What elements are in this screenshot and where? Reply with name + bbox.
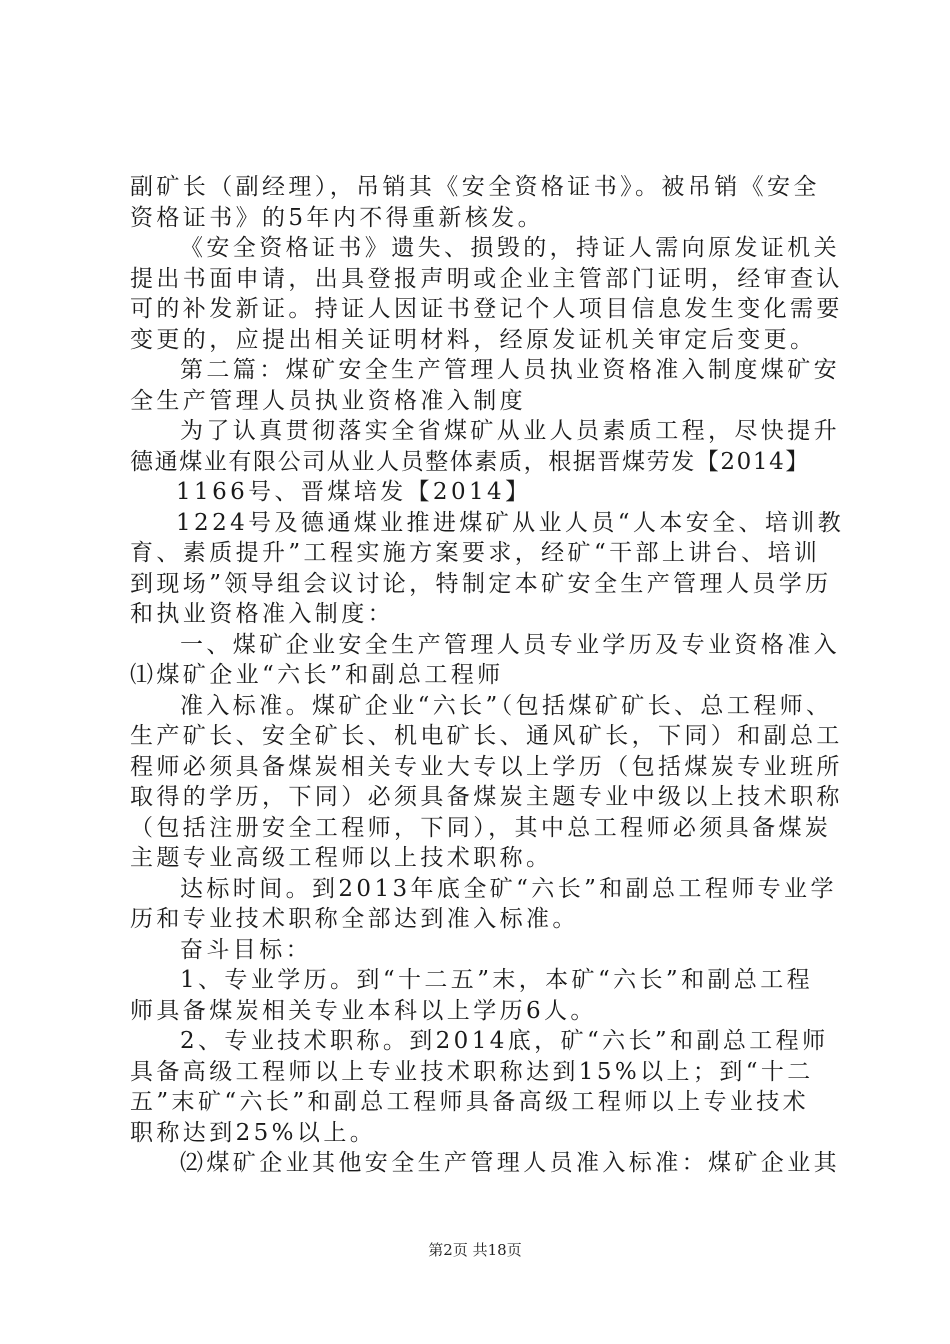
text-line: 职称达到25%以上。 xyxy=(130,1119,377,1146)
list-item: 1、专业学历。到“十二五”末，本矿“六长”和副总工程 xyxy=(180,967,814,993)
text-line: 德通煤业有限公司从业人员整体素质，根据晋煤劳发【2014】 xyxy=(130,448,810,475)
text-line: 到现场”领导组会议讨论，特制定本矿安全生产管理人员学历 xyxy=(130,570,832,597)
text-line: 生产矿长、安全矿长、机电矿长、通风矿长，下同）和副总工 xyxy=(130,723,843,749)
paragraph-start: 奋斗目标： xyxy=(180,936,312,963)
paragraph-start: 《安全资格证书》遗失、损毁的，持证人需向原发证机关 xyxy=(180,235,840,261)
text-line: 程师必须具备煤炭相关专业大专以上学历（包括煤炭专业班所 xyxy=(130,753,843,780)
text-line: 提出书面申请，出具登报声明或企业主管部门证明，经审查认 xyxy=(130,265,843,292)
text-line: 副矿长（副经理），吊销其《安全资格证书》。被吊销《安全 xyxy=(130,174,820,200)
text-line: 五”末矿“六长”和副总工程师具备高级工程师以上专业技术 xyxy=(130,1089,810,1115)
paragraph-start: 达标时间。到2013年底全矿“六长”和副总工程师专业学 xyxy=(180,875,837,902)
text-line: 资格证书》的5年内不得重新核发。 xyxy=(130,204,545,231)
text-line: 主题专业高级工程师以上技术职称。 xyxy=(130,845,553,871)
text-line: 1166号、晋煤培发【2014】 xyxy=(176,479,532,505)
paragraph-start: 为了认真贯彻落实全省煤矿从业人员素质工程，尽快提升 xyxy=(180,418,840,444)
section-heading: 第二篇：煤矿安全生产管理人员执业资格准入制度煤矿安 xyxy=(180,357,840,383)
text-line: 具备高级工程师以上专业技术职称达到15%以上；到“十二 xyxy=(130,1058,814,1085)
section-heading-continued: 全生产管理人员执业资格准入制度 xyxy=(130,387,526,414)
list-item: 2、专业技术职称。到2014底，矿“六长”和副总工程师 xyxy=(180,1028,829,1054)
text-line: 和执业资格准入制度： xyxy=(130,601,394,627)
text-line: 师具备煤炭相关专业本科以上学历6人。 xyxy=(130,997,597,1024)
text-line: （包括注册安全工程师，下同），其中总工程师必须具备煤炭 xyxy=(130,814,832,841)
text-line: 育、素质提升”工程实施方案要求，经矿“干部上讲台、培训 xyxy=(130,540,821,566)
document-body xyxy=(130,172,845,1179)
text-line: 历和专业技术职称全部达到准入标准。 xyxy=(130,906,579,932)
paragraph-start: 准入标准。煤矿企业“六长”（包括煤矿矿长、总工程师、 xyxy=(180,692,833,719)
subsection-item: ⑵煤矿企业其他安全生产管理人员准入标准：煤矿企业其 xyxy=(180,1150,840,1176)
paragraph-start: 1224号及德通煤业推进煤矿从业人员“人本安全、培训教 xyxy=(176,509,845,536)
text-line: 可的补发新证。持证人因证书登记个人项目信息发生变化需要 xyxy=(130,296,843,322)
text-line: 取得的学历，下同）必须具备煤炭主题专业中级以上技术职称 xyxy=(130,784,843,810)
text-line: 变更的，应提出相关证明材料，经原发证机关审定后变更。 xyxy=(130,326,817,353)
subsection-heading: 一、煤矿企业安全生产管理人员专业学历及专业资格准入 xyxy=(180,631,840,658)
subsection-item: ⑴煤矿企业“六长”和副总工程师 xyxy=(130,662,504,688)
page-number-footer: 第2页 共18页 xyxy=(428,1241,522,1259)
